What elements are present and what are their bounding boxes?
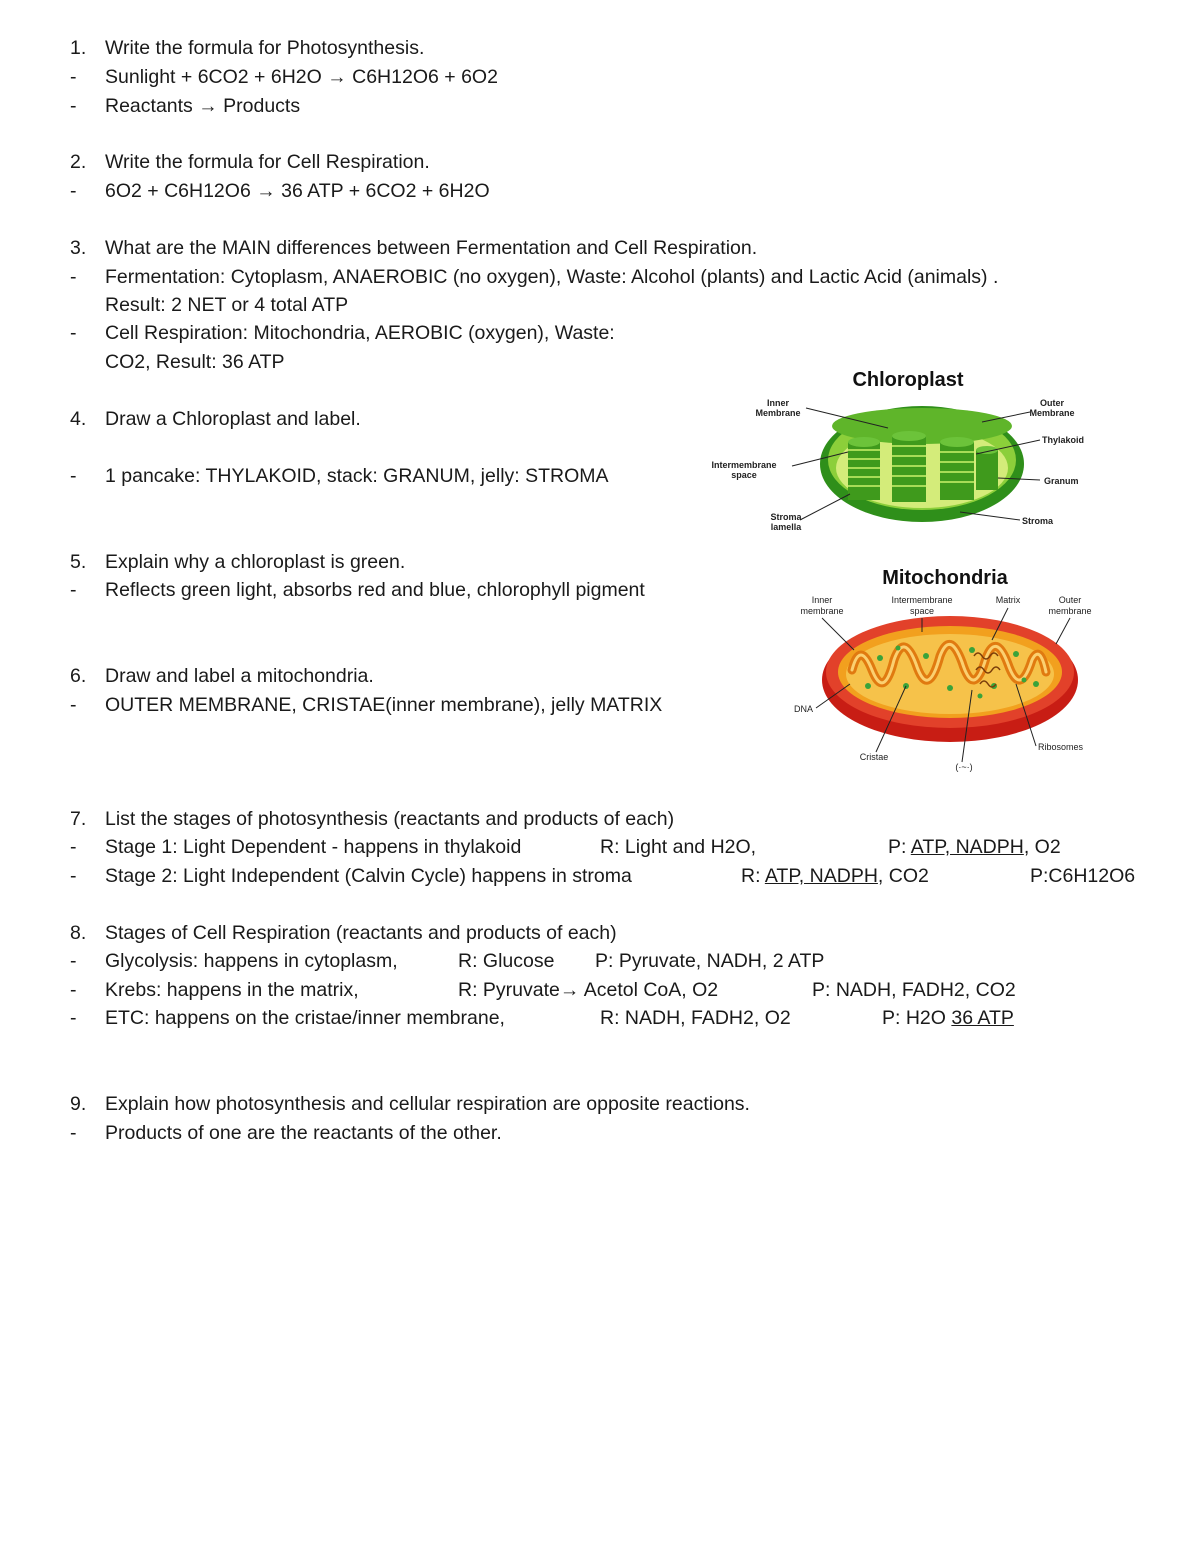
q8-question: Stages of Cell Respiration (reactants and products of each)	[105, 922, 617, 944]
products-underlined: ATP, NADPH	[910, 836, 1024, 858]
reactants-rest: , CO2	[877, 865, 929, 887]
q4-bullet: -	[70, 465, 77, 487]
label-stroma: Stroma	[1022, 516, 1054, 526]
label-bottom: (·~·)	[955, 762, 973, 772]
q9-question: Explain how photosynthesis and cellular respiration are opposite reactions.	[105, 1093, 750, 1115]
q5-answer: Reflects green light, absorbs red and blue, chlorophyll pigment	[105, 579, 645, 601]
q7-stage2-reactants	[741, 864, 929, 888]
label-thylakoid: Thylakoid	[1042, 435, 1085, 445]
q8-bullet: -	[70, 950, 77, 972]
label-matrix: Matrix	[995, 595, 1021, 605]
granum-stack-left	[848, 437, 880, 500]
q8-glycolysis-reactants: R: Glucose	[458, 950, 555, 972]
q1-number: 1.	[70, 37, 87, 59]
q4-answer: 1 pancake: THYLAKOID, stack: GRANUM, jelly: STROMA	[105, 465, 609, 487]
q4-number: 4.	[70, 408, 87, 430]
q6-question: Draw and label a mitochondria.	[105, 665, 374, 687]
q1-bullet: -	[70, 66, 77, 88]
q6-bullet: -	[70, 694, 77, 716]
q8-krebs-desc: Krebs: happens in the matrix,	[105, 979, 359, 1001]
q7-stage1-products	[888, 835, 1061, 859]
q7-stage2-products: P:C6H12O6	[1030, 865, 1136, 887]
q1-answer-formula: Sunlight + 6CO2 + 6H2O → C6H12O6 + 6O2	[105, 66, 498, 88]
label-intermembrane-space: Intermembrane space	[711, 460, 777, 480]
q9-answer: Products of one are the reactants of the other.	[105, 1122, 502, 1144]
products-prefix: P: H2O	[882, 1007, 946, 1029]
q7-number: 7.	[70, 808, 87, 830]
chloroplast-title: Chloroplast	[852, 369, 964, 391]
chloroplast-diagram	[700, 362, 1100, 542]
q7-stage1-reactants: R: Light and H2O,	[600, 836, 757, 858]
q8-glycolysis-products: P: Pyruvate, NADH, 2 ATP	[595, 950, 825, 972]
q7-stage1-desc: Stage 1: Light Dependent - happens in thylakoid	[105, 836, 522, 858]
q3-bullet: -	[70, 322, 77, 344]
label-outer-membrane: Outer Membrane	[1029, 398, 1075, 418]
q1-answer-summary: Reactants → Products	[105, 95, 301, 117]
label-dna: DNA	[794, 704, 814, 714]
q4-question: Draw a Chloroplast and label.	[105, 408, 361, 430]
q3-cell-respiration: Cell Respiration: Mitochondria, AEROBIC (oxygen), Waste:	[105, 322, 615, 344]
q8-etc-desc: ETC: happens on the cristae/inner membrane,	[105, 1007, 505, 1029]
mitochondria-diagram	[780, 560, 1120, 775]
label-inner-membrane: Inner Membrane	[755, 398, 801, 418]
products-rest: , O2	[1023, 836, 1061, 858]
q1-question: Write the formula for Photosynthesis.	[105, 37, 425, 59]
q7-question: List the stages of photosynthesis (reactants and products of each)	[105, 808, 675, 830]
label-ribosomes: Ribosomes	[1038, 742, 1084, 752]
q8-number: 8.	[70, 922, 87, 944]
q2-answer-formula: 6O2 + C6H12O6 → 36 ATP + 6CO2 + 6H2O	[105, 180, 490, 202]
q7-bullet: -	[70, 836, 77, 858]
q5-question: Explain why a chloroplast is green.	[105, 551, 406, 573]
label-intermembrane-space: Intermembrane space	[891, 595, 953, 616]
q3-number: 3.	[70, 237, 87, 259]
q6-answer: OUTER MEMBRANE, CRISTAE(inner membrane), jelly MATRIX	[105, 694, 663, 716]
q2-number: 2.	[70, 151, 87, 173]
q8-krebs-reactants: R: Pyruvate→ Acetol CoA, O2	[458, 979, 719, 1001]
mitochondria-title: Mitochondria	[882, 567, 1008, 589]
q7-stage2-desc: Stage 2: Light Independent (Calvin Cycle) happens in stroma	[105, 865, 632, 887]
q2-bullet: -	[70, 180, 77, 202]
granum-stack-middle	[892, 431, 926, 502]
q5-bullet: -	[70, 579, 77, 601]
label-outer-membrane: Outer membrane	[1048, 595, 1092, 616]
q7-bullet: -	[70, 865, 77, 887]
q8-etc-products	[882, 1006, 1014, 1030]
reactants-underlined: ATP, NADPH	[764, 865, 878, 887]
q8-bullet: -	[70, 979, 77, 1001]
q8-glycolysis-desc: Glycolysis: happens in cytoplasm,	[105, 950, 398, 972]
q8-krebs-products: P: NADH, FADH2, CO2	[812, 979, 1016, 1001]
q3-cell-respiration-result: CO2, Result: 36 ATP	[105, 351, 285, 373]
q3-fermentation: Fermentation: Cytoplasm, ANAEROBIC (no oxygen), Waste: Alcohol (plants) and Lactic Acid (animals) .	[105, 266, 999, 288]
q2-question: Write the formula for Cell Respiration.	[105, 151, 430, 173]
products-prefix: P:	[888, 836, 907, 858]
q3-bullet: -	[70, 266, 77, 288]
label-stroma-lamella: Stroma lamella	[770, 512, 802, 532]
q3-fermentation-result: Result: 2 NET or 4 total ATP	[105, 294, 349, 316]
q8-bullet: -	[70, 1007, 77, 1029]
products-underlined: 36 ATP	[951, 1007, 1014, 1029]
q5-number: 5.	[70, 551, 87, 573]
q3-question: What are the MAIN differences between Fermentation and Cell Respiration.	[105, 237, 758, 259]
label-inner-membrane: Inner membrane	[800, 595, 844, 616]
q8-etc-reactants: R: NADH, FADH2, O2	[600, 1007, 791, 1029]
label-cristae: Cristae	[859, 752, 889, 762]
q9-number: 9.	[70, 1093, 87, 1115]
q1-bullet: -	[70, 95, 77, 117]
label-granum: Granum	[1044, 476, 1079, 486]
q6-number: 6.	[70, 665, 87, 687]
reactants-prefix: R:	[741, 865, 761, 887]
q9-bullet: -	[70, 1122, 77, 1144]
